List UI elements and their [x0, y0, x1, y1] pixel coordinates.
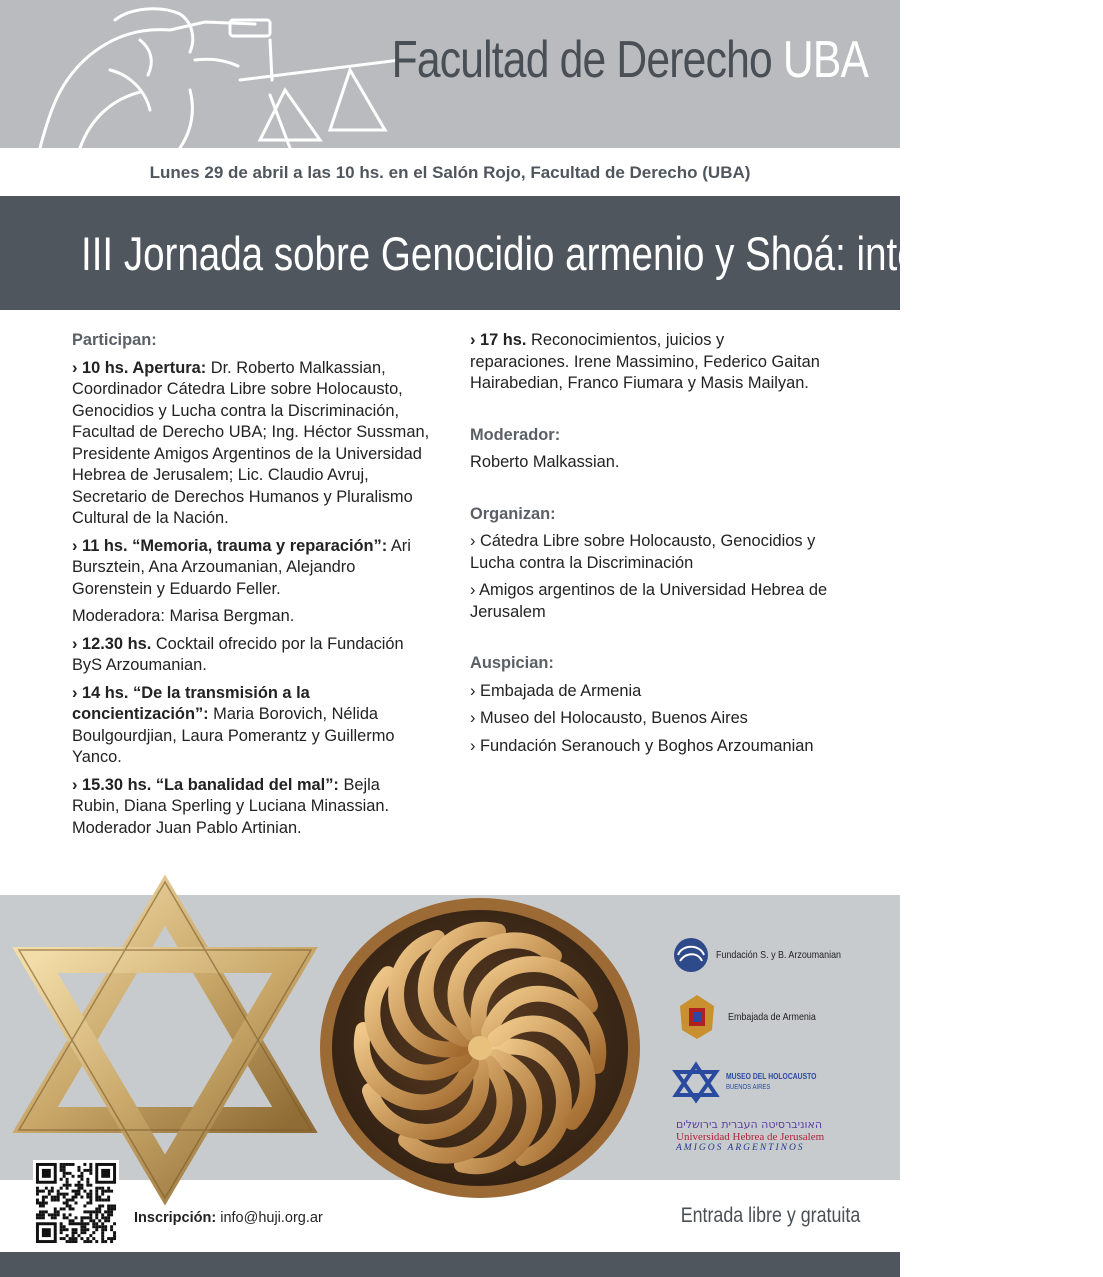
universidad-label: Universidad Hebrea de Jerusalem — [676, 1131, 825, 1143]
museo-star-icon — [672, 1062, 720, 1102]
program-section — [0, 310, 900, 895]
event-title: III Jornada sobre Genocidio armenio y Shoá: intersecciones — [81, 227, 1103, 280]
armenian-coat-of-arms-icon — [672, 992, 722, 1042]
program-item: › 12.30 hs. Cocktail ofrecido por la Fundación ByS Arzoumanian. — [72, 634, 404, 674]
museo-logo — [672, 1062, 832, 1102]
fundacion-logo — [672, 936, 863, 974]
hebrew-university-name: האוניברסיטה העברית בירושלים — [676, 1118, 823, 1131]
museo-label-line1: MUSEO DEL HOLOCAUSTO — [726, 1072, 817, 1081]
event-dateline: Lunes 29 de abril a las 10 hs. en el Salón Rojo, Facultad de Derecho (UBA) — [0, 148, 900, 196]
star-of-david-icon — [15, 880, 315, 1200]
sponsor-item: › Museo del Holocausto, Buenos Aires — [470, 709, 748, 727]
program-right-column — [470, 330, 828, 763]
embajada-logo — [672, 992, 831, 1042]
moderator-heading: Moderador: — [470, 425, 561, 444]
registration-email[interactable]: info@huji.org.ar — [220, 1210, 323, 1226]
organizer-item: › Cátedra Libre sobre Holocausto, Genocidios y Lucha contra la Discriminación — [470, 532, 816, 572]
registration-line — [134, 1210, 323, 1226]
free-entry-note: Entrada libre y gratuita — [680, 1204, 860, 1227]
program-item: › 17 hs. Reconocimientos, juicios y reparaciones. Irene Massimino, Federico Gaitan Hairabedian, Franco Fiumara y Masis Mailyan. — [470, 331, 820, 392]
qr-code[interactable] — [33, 1160, 119, 1246]
fundacion-swirl-icon — [672, 936, 710, 974]
lady-justice-illustration — [20, 0, 400, 148]
armenian-eternity-sign-icon — [315, 893, 645, 1203]
organizer-item: › Amigos argentinos de la Universidad Hebrea de Jerusalem — [470, 581, 828, 621]
organizers-heading: Organizan: — [470, 504, 556, 523]
university-abbr: UBA — [782, 31, 868, 89]
museo-label-line2: BUENOS AIRES — [726, 1084, 771, 1091]
program-left-column — [72, 330, 430, 845]
header-banner — [0, 0, 900, 148]
participants-heading: Participan: — [72, 331, 157, 349]
program-item: › 10 hs. Apertura: Dr. Roberto Malkassian, Coordinador Cátedra Libre sobre Holocausto, Genocidios y Lucha contra la Discriminación, Facultad de Derecho UBA; Ing. Héctor Sussman, Presidente Amigos Argentinos de la Universidad Hebrea de Jerusalem; Lic. Claudio Avruj, Secretario de Derechos Humanos y Pluralismo Cultural de la Nación. — [72, 358, 430, 527]
program-item: › 15.30 hs. “La banalidad del mal”: Bejla Rubin, Diana Sperling y Luciana Minassian. Moderador Juan Pablo Artinian. — [72, 775, 390, 837]
museo-label — [726, 1071, 816, 1093]
program-item: Moderadora: Marisa Bergman. — [72, 607, 295, 625]
program-item: › 14 hs. “De la transmisión a la concientización”: Maria Borovich, Nélida Boulgourdjian, Laura Pomerantz y Guillermo Yanco. — [72, 683, 395, 766]
moderator-name: Roberto Malkassian. — [470, 453, 620, 471]
bottom-strip — [0, 1252, 900, 1277]
title-bar — [0, 196, 1103, 310]
sponsor-item: › Fundación Seranouch y Boghos Arzoumanian — [470, 736, 814, 755]
registration-label: Inscripción: — [134, 1210, 217, 1226]
fundacion-label: Fundación S. y B. Arzoumanian — [716, 949, 842, 961]
faculty-title: Facultad de Derecho UBA — [391, 31, 868, 89]
sponsor-item: › Embajada de Armenia — [470, 681, 642, 700]
embajada-label: Embajada de Armenia — [728, 1011, 816, 1023]
program-item: › 11 hs. “Memoria, trauma y reparación”: Ari Bursztein, Ana Arzoumanian, Alejandro Gorenstein y Eduardo Feller. — [72, 536, 411, 598]
universidad-hebrea-logo — [676, 1118, 866, 1153]
sponsors-heading: Auspician: — [470, 654, 554, 672]
amigos-label: AMIGOS ARGENTINOS — [676, 1143, 805, 1153]
